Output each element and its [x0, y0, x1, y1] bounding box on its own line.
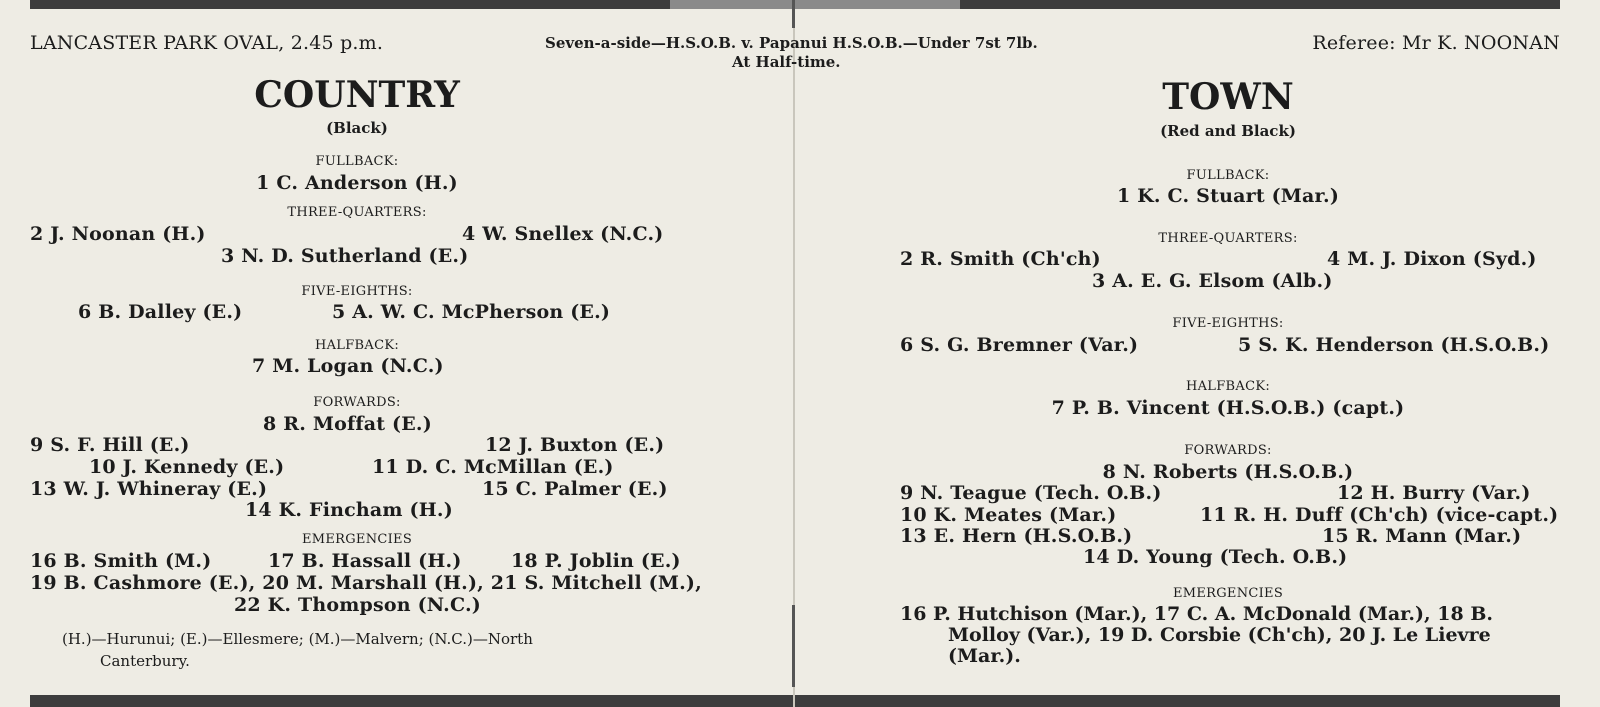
country-threequarters-heading: THREE-QUARTERS:: [287, 205, 427, 220]
page-fold: [793, 0, 795, 707]
country-player-11: 11 D. C. McMillan (E.): [372, 456, 614, 478]
town-title: TOWN: [1162, 76, 1294, 118]
country-player-9: 9 S. F. Hill (E.): [30, 434, 190, 456]
country-player-10: 10 J. Kennedy (E.): [89, 456, 285, 478]
country-player-12: 12 J. Buxton (E.): [485, 434, 665, 456]
referee: Referee: Mr K. NOONAN: [1312, 32, 1560, 54]
town-emergencies-heading: EMERGENCIES: [1172, 586, 1284, 601]
town-player-6: 6 S. G. Bremner (Var.): [900, 334, 1139, 356]
country-player-15: 15 C. Palmer (E.): [482, 478, 668, 500]
country-emergencies-line-3: 22 K. Thompson (N.C.): [234, 594, 481, 616]
country-emergency-17: 17 B. Hassall (H.): [268, 550, 462, 572]
town-emergencies-line-1: 16 P. Hutchison (Mar.), 17 C. A. McDonald (Mar.), 18 B.: [900, 603, 1493, 625]
district-key: [62, 628, 533, 672]
district-key-line-1: (H.)—Hurunui; (E.)—Ellesmere; (M.)—Malvern; (N.C.)—North: [62, 630, 533, 648]
halftime-label: At Half-time.: [732, 53, 841, 71]
country-fullback: 1 C. Anderson (H.): [256, 172, 458, 194]
town-halfback-heading: HALFBACK:: [1185, 379, 1271, 394]
country-emergency-18: 18 P. Joblin (E.): [511, 550, 681, 572]
town-player-2: 2 R. Smith (Ch'ch): [900, 248, 1101, 270]
halftime-match-line: Seven-a-side—H.S.O.B. v. Papanui H.S.O.B.—Under 7st 7lb.: [545, 34, 1038, 52]
town-player-11: 11 R. H. Duff (Ch'ch) (vice-capt.): [1200, 504, 1559, 526]
town-player-7: 7 P. B. Vincent (H.S.O.B.) (capt.): [1051, 397, 1405, 419]
town-player-15: 15 R. Mann (Mar.): [1322, 525, 1522, 547]
town-forwards-heading: FORWARDS:: [1184, 443, 1272, 458]
town-fullback: 1 K. C. Stuart (Mar.): [1116, 185, 1340, 207]
country-halfback-heading: HALFBACK:: [314, 338, 400, 353]
town-player-8: 8 N. Roberts (H.S.O.B.): [1102, 461, 1354, 483]
country-player-3: 3 N. D. Sutherland (E.): [221, 245, 469, 267]
country-player-6: 6 B. Dalley (E.): [78, 301, 243, 323]
country-emergencies-heading: EMERGENCIES: [301, 532, 413, 547]
venue-time: LANCASTER PARK OVAL, 2.45 p.m.: [30, 32, 384, 54]
country-forwards-heading: FORWARDS:: [313, 395, 401, 410]
country-player-13: 13 W. J. Whineray (E.): [30, 478, 268, 500]
town-emergencies-line-2: Molloy (Var.), 19 D. Corsbie (Ch'ch), 20 J. Le Lievre: [948, 624, 1491, 646]
country-colours: (Black): [326, 119, 388, 137]
country-player-14: 14 K. Fincham (H.): [245, 499, 453, 521]
district-key-line-2: Canterbury.: [100, 652, 190, 670]
town-player-13: 13 E. Hern (H.S.O.B.): [900, 525, 1133, 547]
country-fullback-heading: FULLBACK:: [315, 154, 399, 169]
country-emergencies-line-2: 19 B. Cashmore (E.), 20 M. Marshall (H.), 21 S. Mitchell (M.),: [30, 572, 702, 594]
town-player-12: 12 H. Burry (Var.): [1337, 482, 1531, 504]
town-fiveeighths-heading: FIVE-EIGHTHS:: [1172, 316, 1284, 331]
staple-bottom: [792, 605, 795, 687]
town-player-9: 9 N. Teague (Tech. O.B.): [900, 482, 1162, 504]
town-player-3: 3 A. E. G. Elsom (Alb.): [1092, 270, 1333, 292]
town-threequarters-heading: THREE-QUARTERS:: [1158, 231, 1298, 246]
country-player-2: 2 J. Noonan (H.): [30, 223, 206, 245]
country-player-7: 7 M. Logan (N.C.): [252, 355, 444, 377]
country-fiveeighths-heading: FIVE-EIGHTHS:: [301, 284, 413, 299]
town-colours: (Red and Black): [1160, 122, 1296, 140]
country-emergency-16: 16 B. Smith (M.): [30, 550, 212, 572]
town-emergencies: [900, 604, 1493, 667]
town-player-10: 10 K. Meates (Mar.): [900, 504, 1117, 526]
town-fullback-heading: FULLBACK:: [1186, 168, 1270, 183]
top-illustration-edge: [670, 0, 960, 9]
country-title: COUNTRY: [254, 74, 460, 116]
country-player-4: 4 W. Snellex (N.C.): [462, 223, 664, 245]
country-player-8: 8 R. Moffat (E.): [263, 413, 432, 435]
town-emergencies-line-3: (Mar.).: [948, 645, 1021, 667]
town-player-5: 5 S. K. Henderson (H.S.O.B.): [1238, 334, 1550, 356]
town-player-4: 4 M. J. Dixon (Syd.): [1327, 248, 1537, 270]
top-border-bar: [30, 0, 1560, 9]
country-player-5: 5 A. W. C. McPherson (E.): [332, 301, 611, 323]
staple-top: [792, 0, 795, 28]
town-player-14: 14 D. Young (Tech. O.B.): [1083, 546, 1348, 568]
bottom-border-bar: [30, 695, 1560, 707]
